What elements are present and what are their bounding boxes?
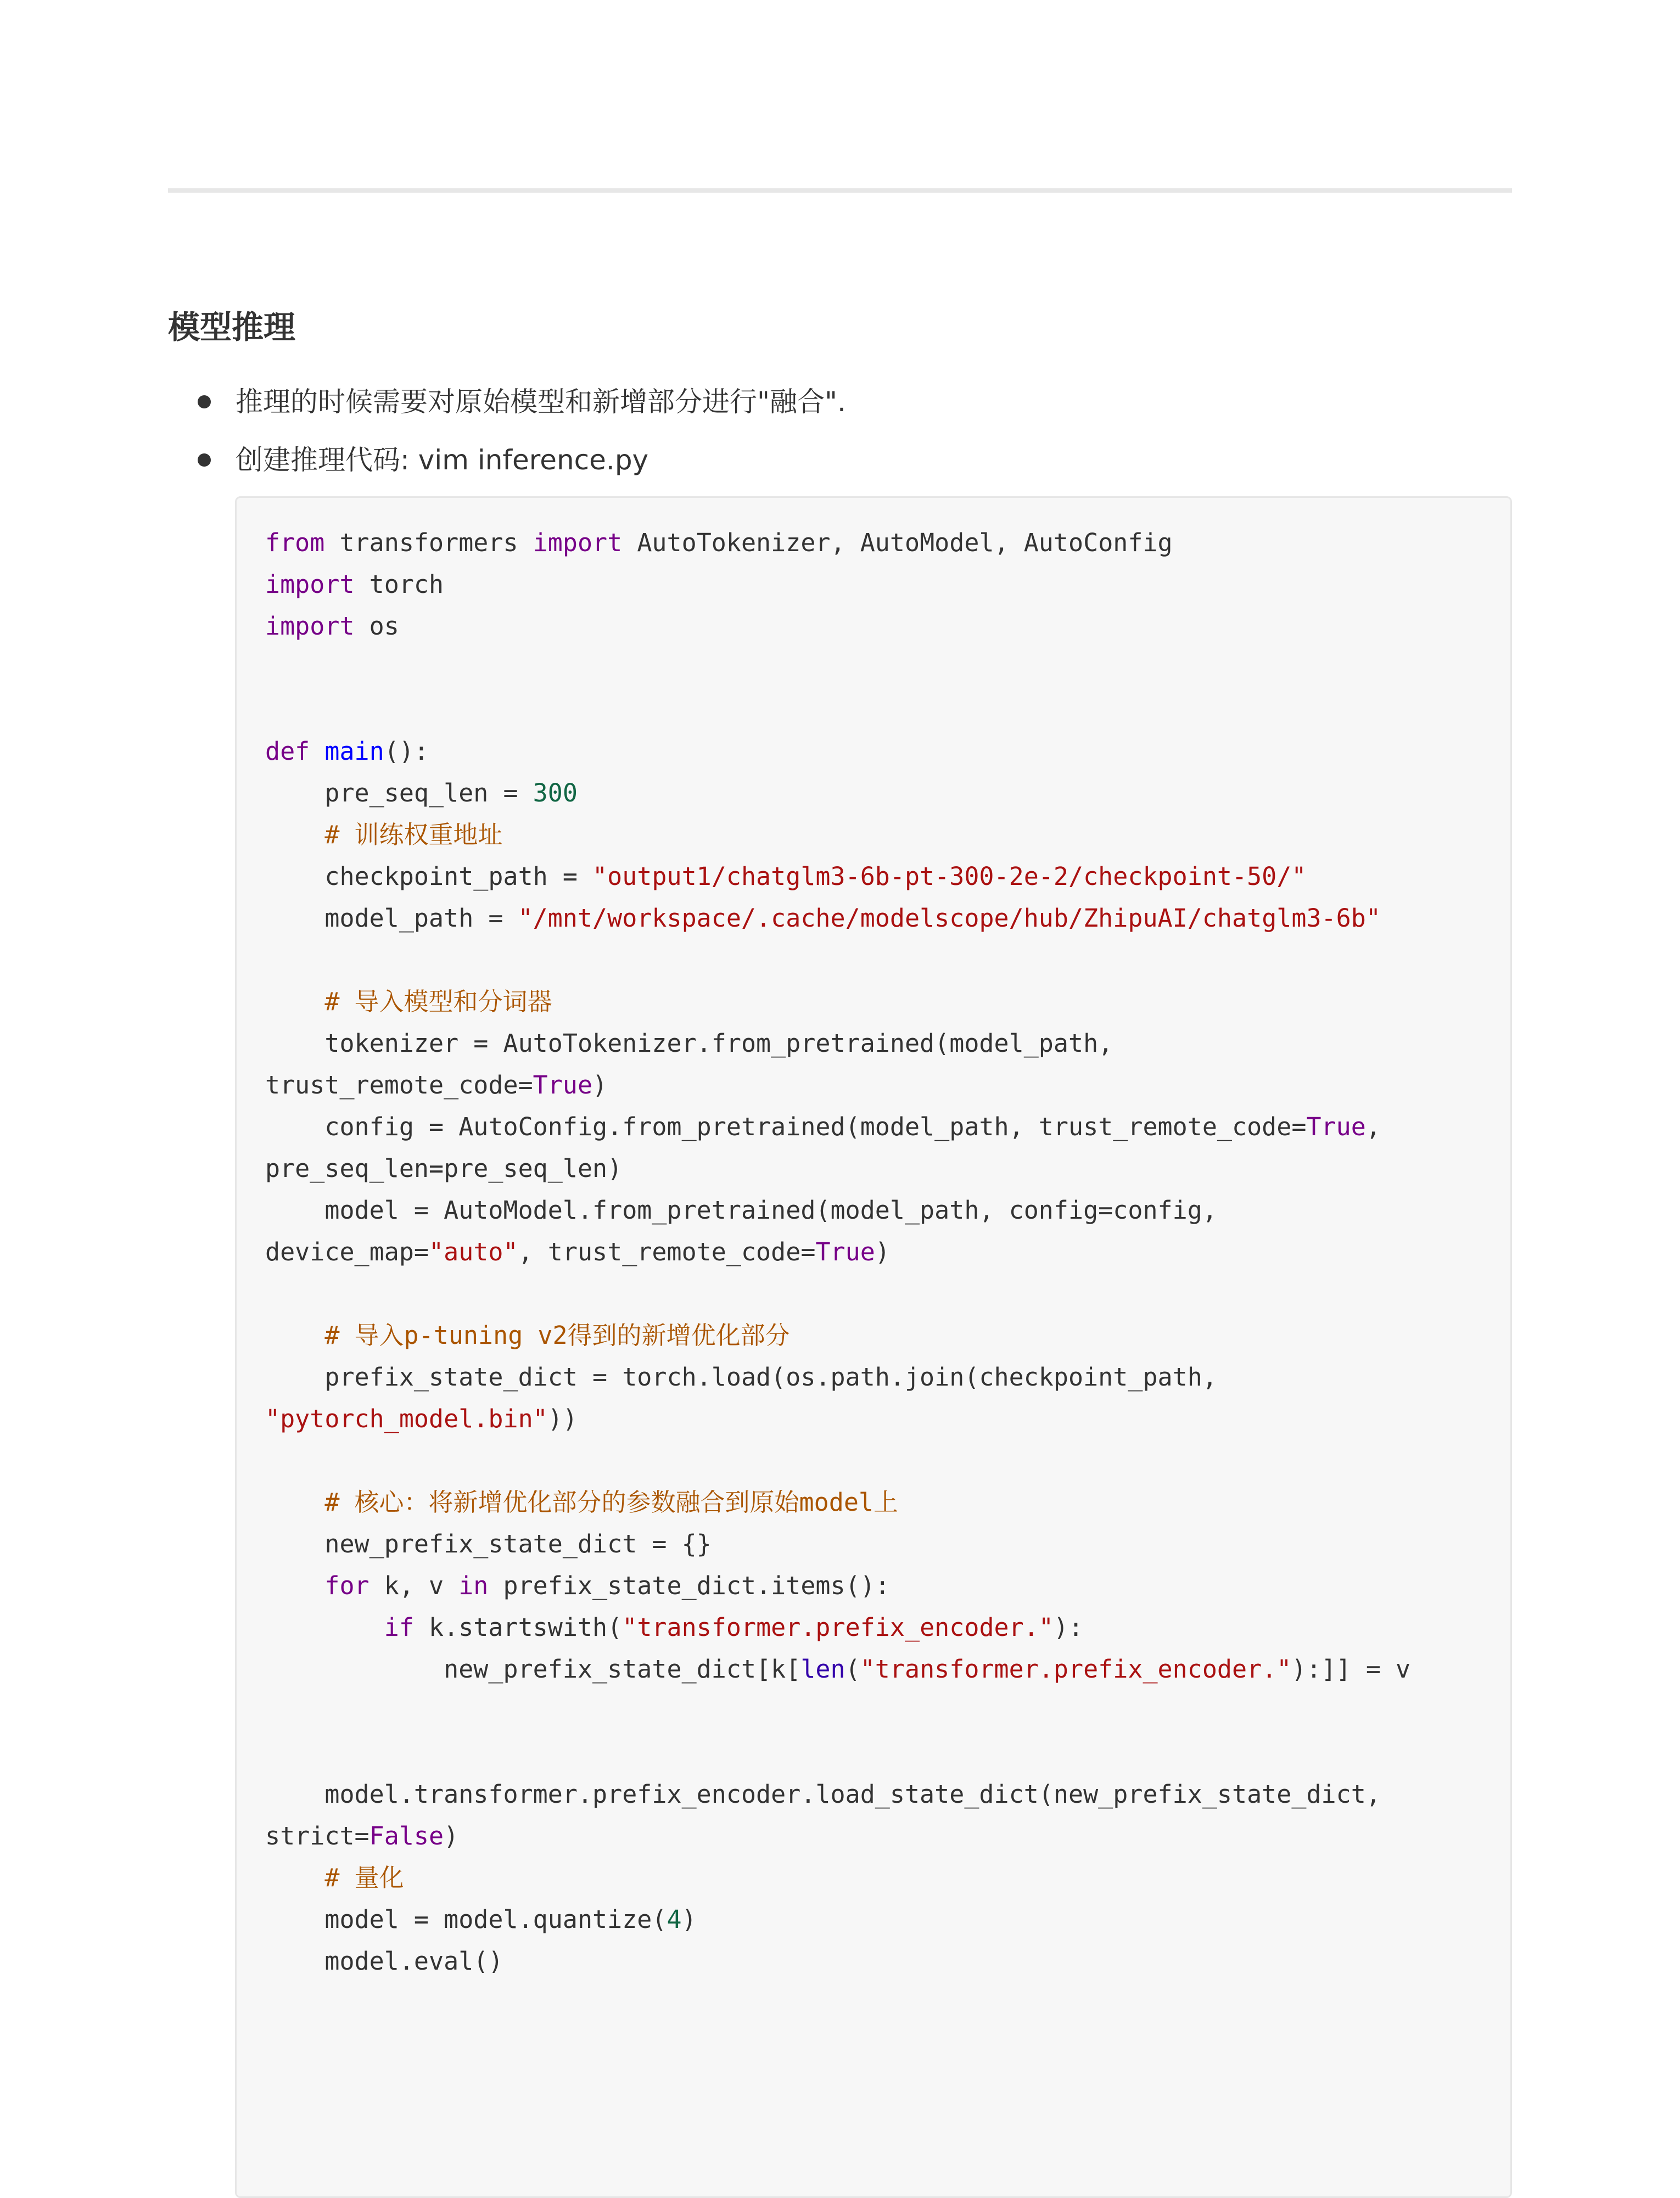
code-comment: # 训练权重地址 xyxy=(324,820,503,849)
code-string: "transformer.prefix_encoder." xyxy=(860,1655,1292,1684)
code-line xyxy=(265,1148,1410,1190)
code-keyword: import xyxy=(265,612,355,641)
code-string: "/mnt/workspace/.cache/modelscope/hub/ZhipuAI/chatglm3-6b" xyxy=(518,904,1381,933)
code-text: ) xyxy=(444,1821,459,1851)
code-line xyxy=(265,1565,1410,1607)
code-line xyxy=(265,647,1410,689)
code-text: device_map= xyxy=(265,1237,429,1266)
code-text xyxy=(265,1321,324,1350)
code-line xyxy=(265,1440,1410,1482)
code-line xyxy=(265,898,1410,939)
code-line xyxy=(265,856,1410,898)
code-text xyxy=(265,1863,324,1892)
code-text: ) xyxy=(592,1070,608,1100)
code-text: pre_seq_len=pre_seq_len) xyxy=(265,1154,623,1183)
code-keyword: True xyxy=(815,1237,875,1266)
code-line xyxy=(265,939,1410,981)
code-string: "auto" xyxy=(429,1237,518,1266)
code-keyword: True xyxy=(533,1070,593,1100)
horizontal-rule xyxy=(168,188,1512,193)
code-text: prefix_state_dict = torch.load(os.path.join(checkpoint_path, xyxy=(265,1362,1217,1392)
code-line xyxy=(265,1106,1410,1148)
code-text: tokenizer = AutoTokenizer.from_pretrained(model_path, xyxy=(265,1029,1113,1058)
code-line xyxy=(265,1023,1410,1064)
code-text: checkpoint_path = xyxy=(265,862,593,891)
code-line xyxy=(265,1857,1410,1899)
code-comment: # 导入模型和分词器 xyxy=(324,987,552,1016)
code-line xyxy=(265,981,1410,1023)
code-comment: # 核心：将新增优化部分的参数融合到原始model上 xyxy=(324,1488,899,1517)
code-string: "output1/chatglm3-6b-pt-300-2e-2/checkpoint-50/" xyxy=(592,862,1307,891)
code-text: (): xyxy=(384,737,429,766)
code-line xyxy=(265,731,1410,772)
code-line xyxy=(265,1732,1410,1774)
code-keyword: def xyxy=(265,737,310,766)
code-text: model.eval() xyxy=(265,1947,503,1976)
code-text: os xyxy=(354,612,399,641)
code-line xyxy=(265,522,1410,564)
code-line xyxy=(265,1941,1410,1982)
code-text: model.transformer.prefix_encoder.load_state_dict(new_prefix_state_dict, xyxy=(265,1780,1381,1809)
code-line xyxy=(265,1899,1410,1941)
code-text: new_prefix_state_dict = {} xyxy=(265,1529,712,1558)
code-content xyxy=(265,522,1410,1982)
code-text: ): xyxy=(1053,1613,1084,1642)
bullet-list xyxy=(168,377,846,493)
code-line xyxy=(265,689,1410,731)
code-comment: # 量化 xyxy=(324,1863,404,1892)
code-text: AutoTokenizer, AutoModel, AutoConfig xyxy=(622,528,1173,557)
list-item xyxy=(168,377,846,427)
code-line xyxy=(265,1064,1410,1106)
bullet-dot-icon xyxy=(198,395,211,408)
code-keyword: False xyxy=(369,1821,444,1851)
code-line xyxy=(265,814,1410,856)
code-line xyxy=(265,1648,1410,1690)
code-number: 300 xyxy=(533,778,578,808)
code-text: trust_remote_code= xyxy=(265,1070,533,1100)
code-text: pre_seq_len = xyxy=(265,778,533,808)
code-keyword: import xyxy=(265,570,355,599)
code-text: model = model.quantize( xyxy=(265,1905,667,1934)
code-text: transformers xyxy=(324,528,533,557)
code-function-name: main xyxy=(324,737,384,766)
code-line xyxy=(265,1273,1410,1315)
code-keyword: in xyxy=(458,1571,489,1600)
code-text xyxy=(265,1613,384,1642)
code-line xyxy=(265,1190,1410,1231)
code-line xyxy=(265,1607,1410,1648)
code-line xyxy=(265,1690,1410,1732)
list-item-text: 创建推理代码: vim inference.py xyxy=(236,444,649,476)
code-text: ):]] = v xyxy=(1291,1655,1411,1684)
code-number: 4 xyxy=(667,1905,682,1934)
code-text: , trust_remote_code= xyxy=(518,1237,816,1266)
code-text: config = AutoConfig.from_pretrained(model_path, trust_remote_code= xyxy=(265,1112,1307,1141)
code-keyword: if xyxy=(384,1613,414,1642)
code-line xyxy=(265,1523,1410,1565)
code-line xyxy=(265,605,1410,647)
code-line xyxy=(265,1398,1410,1440)
code-line xyxy=(265,772,1410,814)
code-text: , xyxy=(1365,1112,1381,1141)
code-text: ) xyxy=(681,1905,697,1934)
code-text xyxy=(265,1488,324,1517)
bullet-dot-icon xyxy=(198,453,211,467)
list-item-text: 推理的时候需要对原始模型和新增部分进行"融合". xyxy=(236,386,846,418)
code-line xyxy=(265,1815,1410,1857)
code-keyword: True xyxy=(1306,1112,1366,1141)
code-text: torch xyxy=(354,570,444,599)
code-keyword: for xyxy=(324,1571,369,1600)
code-line xyxy=(265,1356,1410,1398)
code-line xyxy=(265,1482,1410,1523)
code-text: strict= xyxy=(265,1821,369,1851)
code-text xyxy=(310,737,324,766)
code-keyword: import xyxy=(533,528,623,557)
code-text: )) xyxy=(547,1404,578,1433)
code-block[interactable] xyxy=(235,496,1512,2198)
code-text: new_prefix_state_dict[k[ xyxy=(265,1655,801,1684)
code-text: ) xyxy=(875,1237,890,1266)
code-line xyxy=(265,1231,1410,1273)
code-line xyxy=(265,1774,1410,1815)
code-text: model = AutoModel.from_pretrained(model_path, config=config, xyxy=(265,1196,1217,1225)
code-string: "transformer.prefix_encoder." xyxy=(622,1613,1054,1642)
code-line xyxy=(265,1315,1410,1356)
code-text: prefix_state_dict.items(): xyxy=(488,1571,890,1600)
list-item xyxy=(168,435,846,485)
code-text: ( xyxy=(845,1655,860,1684)
code-keyword: from xyxy=(265,528,325,557)
code-text: k, v xyxy=(369,1571,459,1600)
code-text xyxy=(265,820,324,849)
code-text xyxy=(265,1571,324,1600)
code-line xyxy=(265,564,1410,605)
section-heading: 模型推理 xyxy=(168,309,296,346)
code-comment: # 导入p-tuning v2得到的新增优化部分 xyxy=(324,1321,790,1350)
code-text xyxy=(265,987,324,1016)
code-builtin: len xyxy=(800,1655,845,1684)
code-text: k.startswith( xyxy=(413,1613,623,1642)
code-text: model_path = xyxy=(265,904,518,933)
code-string: "pytorch_model.bin" xyxy=(265,1404,548,1433)
